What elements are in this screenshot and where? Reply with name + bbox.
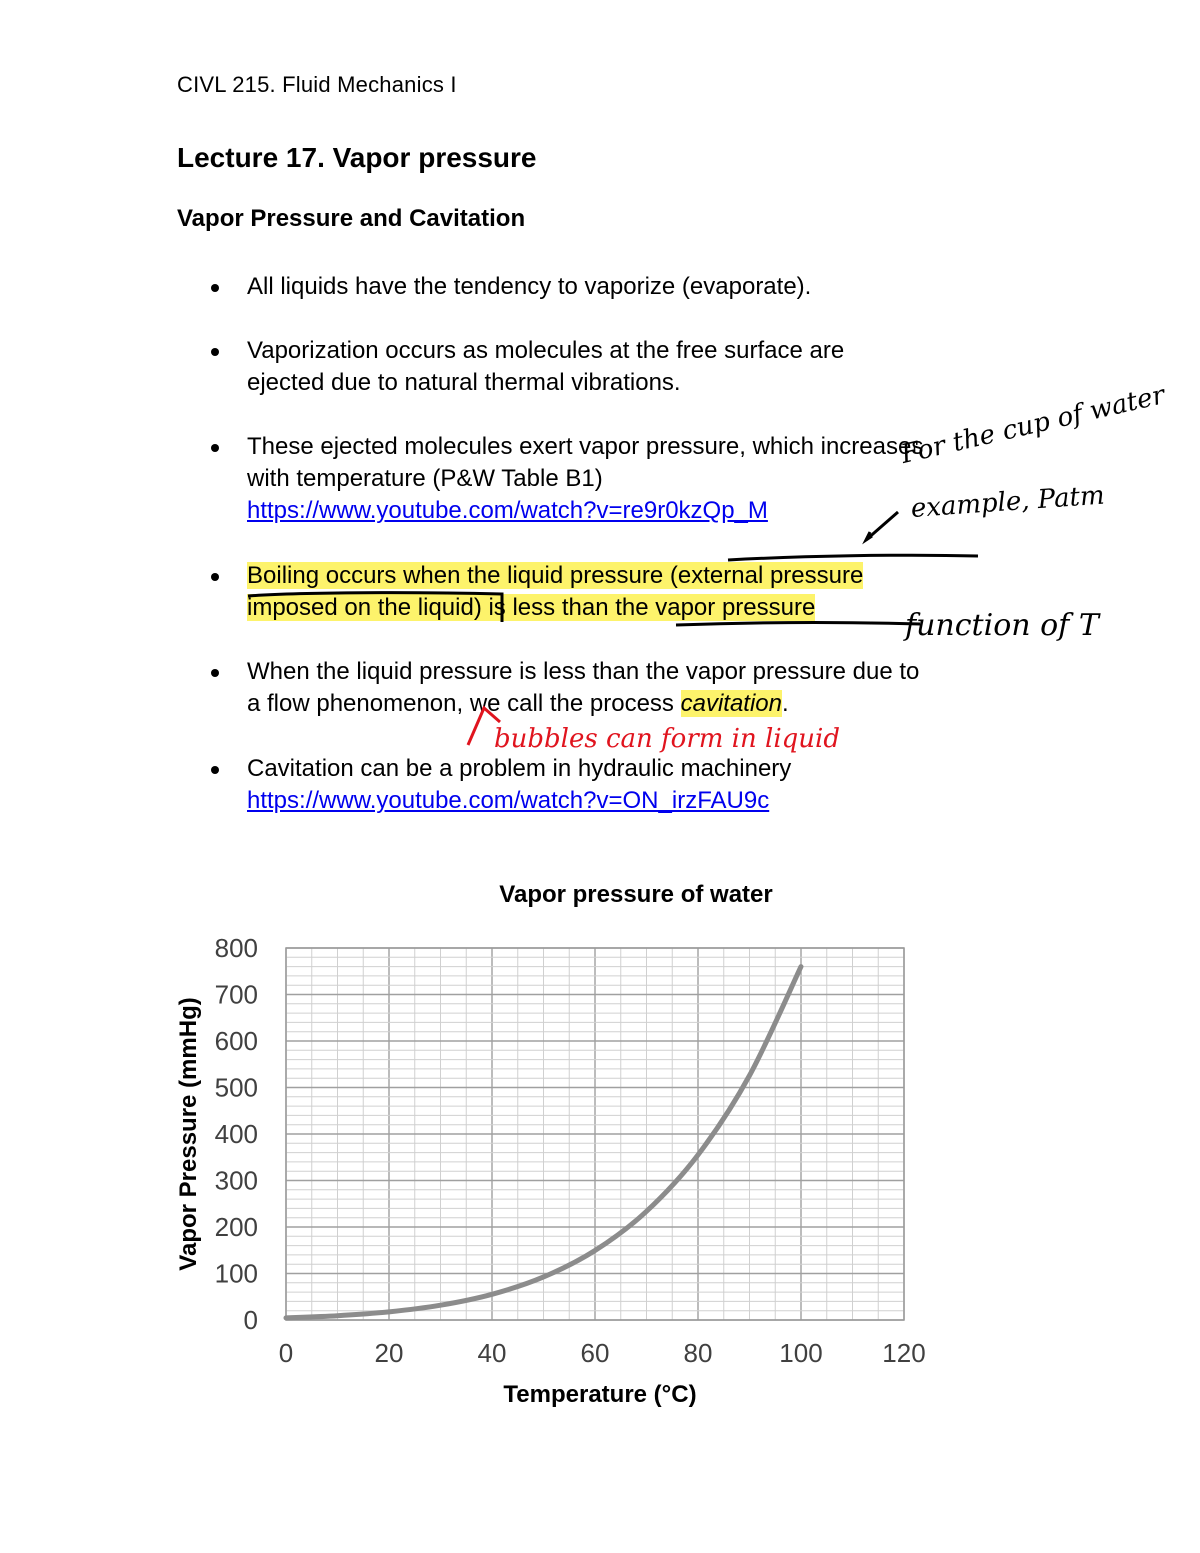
x-tick-label: 60 bbox=[580, 1338, 610, 1368]
lecture-title: Lecture 17. Vapor pressure bbox=[177, 142, 537, 173]
y-tick-label: 400 bbox=[214, 1119, 258, 1149]
x-tick-label: 100 bbox=[779, 1338, 823, 1368]
y-tick-label: 800 bbox=[214, 933, 258, 963]
bullet-4-line-1: Boiling occurs when the liquid pressure (external pressure bbox=[247, 562, 864, 589]
x-tick-label: 80 bbox=[683, 1338, 713, 1368]
handwritten-bracket bbox=[248, 593, 502, 622]
bubbles-note: bubbles can form in liquid bbox=[494, 724, 840, 754]
x-tick-label: 40 bbox=[477, 1338, 507, 1368]
x-tick-label: 120 bbox=[882, 1338, 926, 1368]
y-axis-label: Vapor Pressure (mmHg) bbox=[175, 997, 202, 1271]
youtube-link-2[interactable]: https://www.youtube.com/watch?v=ON_irzFAU9c bbox=[247, 787, 770, 814]
bullet-5-line-2-pre: a flow phenomenon, we call the process bbox=[247, 690, 681, 717]
function-note: function of T bbox=[905, 608, 1099, 643]
y-tick-label: 500 bbox=[214, 1072, 258, 1103]
y-tick-label: 100 bbox=[214, 1258, 258, 1289]
note-arrowhead bbox=[866, 532, 872, 540]
bullet-3-line-2: with temperature (P&W Table B1) bbox=[247, 465, 603, 492]
bullet-2-line-1: Vaporization occurs as molecules at the free surface are bbox=[247, 337, 845, 364]
bullet-6-line-1: Cavitation can be a problem in hydraulic machinery bbox=[247, 755, 792, 782]
y-tick-label: 300 bbox=[214, 1165, 258, 1196]
cup-note-line-1: For the cup of water bbox=[898, 380, 1168, 470]
chart-grid bbox=[286, 948, 904, 1320]
handwritten-overline bbox=[728, 555, 978, 560]
cavitation-term: cavitation bbox=[680, 690, 782, 717]
x-tick-label: 20 bbox=[374, 1338, 404, 1368]
bullet-5-line-2-post: . bbox=[781, 690, 789, 717]
bullet-5-line-1: When the liquid pressure is less than the vapor pressure due to bbox=[247, 658, 920, 685]
vapor-pressure-chart bbox=[0, 870, 1200, 1490]
y-tick-label: 600 bbox=[214, 1026, 258, 1056]
chart-tick-labels bbox=[215, 933, 926, 1368]
youtube-link-1[interactable]: https://www.youtube.com/watch?v=re9r0kzQp_M bbox=[247, 497, 768, 524]
bullet-4-line-2: imposed on the liquid) is less than the vapor pressure bbox=[247, 594, 816, 621]
vapor-pressure-underline bbox=[676, 623, 920, 625]
bullet-3-line-1: These ejected molecules exert vapor pressure, which increases bbox=[247, 433, 924, 460]
bullet-1-line-1: All liquids have the tendency to vaporize (evaporate). bbox=[247, 273, 812, 300]
bullet-2-line-2: ejected due to natural thermal vibrations. bbox=[247, 369, 681, 396]
course-header: CIVL 215. Fluid Mechanics I bbox=[177, 72, 457, 97]
x-axis-label: Temperature (°C) bbox=[503, 1381, 697, 1408]
section-title: Vapor Pressure and Cavitation bbox=[177, 205, 526, 232]
y-tick-label: 0 bbox=[243, 1305, 258, 1335]
x-tick-label: 0 bbox=[278, 1338, 294, 1368]
chart-title: Vapor pressure of water bbox=[499, 881, 773, 908]
y-tick-label: 200 bbox=[214, 1212, 258, 1242]
y-tick-label: 700 bbox=[214, 979, 258, 1010]
cup-note-line-2: example, Patm bbox=[909, 480, 1106, 524]
